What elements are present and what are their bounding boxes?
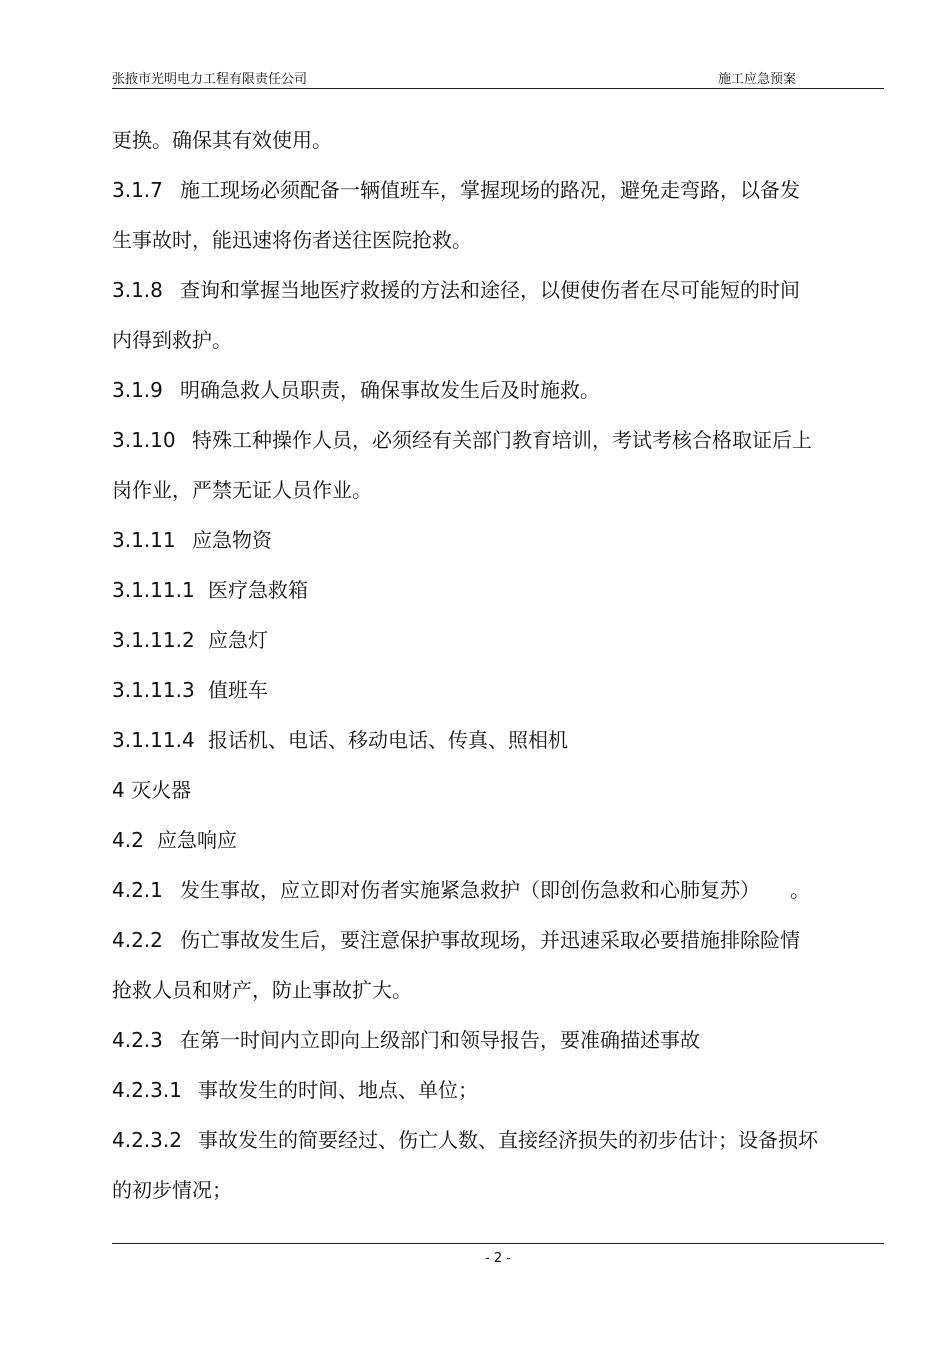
clause-number: 4.2.2 bbox=[112, 928, 163, 952]
clause-text: 发生事故，应立即对伤者实施紧急救护（即创伤急救和心肺复苏） 。 bbox=[180, 878, 810, 902]
clause-4-2-3-2 bbox=[112, 1128, 818, 1152]
clause-text: 应急物资 bbox=[192, 528, 272, 552]
clause-3-1-11-2 bbox=[112, 628, 268, 652]
clause-text: 特殊工种操作人员，必须经有关部门教育培训，考试考核合格取证后上 bbox=[192, 428, 812, 452]
line-text: 生事故时，能迅速将伤者送往医院抢救。 bbox=[112, 228, 472, 252]
clause-4-2-2 bbox=[112, 928, 800, 952]
clause-text: 事故发生的简要经过、伤亡人数、直接经济损失的初步估计；设备损坏 bbox=[198, 1128, 818, 1152]
line-text: 岗作业，严禁无证人员作业。 bbox=[112, 478, 372, 502]
line-text: 4 灭火器 bbox=[112, 778, 192, 802]
clause-3-1-8 bbox=[112, 278, 800, 302]
clause-text: 应急灯 bbox=[208, 628, 268, 652]
clause-number: 4.2.3 bbox=[112, 1028, 163, 1052]
header-document-title: 施工应急预案 bbox=[718, 72, 797, 87]
clause-number: 3.1.10 bbox=[112, 428, 176, 452]
clause-number: 4.2 bbox=[112, 828, 144, 852]
page-number: - 2 - bbox=[485, 1251, 511, 1266]
clause-3-1-11-4 bbox=[112, 728, 568, 752]
clause-number: 3.1.11 bbox=[112, 528, 176, 552]
clause-number: 3.1.9 bbox=[112, 378, 163, 402]
clause-number: 4.2.1 bbox=[112, 878, 163, 902]
page-header bbox=[112, 66, 884, 89]
clause-number: 3.1.11.3 bbox=[112, 678, 195, 702]
body-line bbox=[112, 978, 412, 1002]
body-line bbox=[112, 328, 232, 352]
clause-number: 3.1.11.4 bbox=[112, 728, 195, 752]
item-fire-extinguisher bbox=[112, 778, 191, 802]
body-line bbox=[112, 128, 332, 152]
clause-number: 4.2.3.2 bbox=[112, 1128, 182, 1152]
clause-text: 医疗急救箱 bbox=[208, 578, 308, 602]
clause-text: 明确急救人员职责，确保事故发生后及时施救。 bbox=[180, 378, 600, 402]
body-line bbox=[112, 1178, 232, 1202]
clause-4-2-3 bbox=[112, 1028, 700, 1052]
clause-3-1-11-1 bbox=[112, 578, 308, 602]
line-text: 的初步情况； bbox=[112, 1178, 232, 1202]
clause-3-1-11 bbox=[112, 528, 272, 552]
clause-text: 查询和掌握当地医疗救援的方法和途径，以便使伤者在尽可能短的时间 bbox=[180, 278, 800, 302]
clause-3-1-7 bbox=[112, 178, 800, 202]
clause-4-2-1 bbox=[112, 878, 810, 902]
line-text: 内得到救护。 bbox=[112, 328, 232, 352]
header-company-name: 张掖市光明电力工程有限责任公司 bbox=[112, 72, 308, 87]
clause-number: 3.1.8 bbox=[112, 278, 163, 302]
clause-4-2 bbox=[112, 828, 237, 852]
clause-text: 施工现场必须配备一辆值班车，掌握现场的路况，避免走弯路，以备发 bbox=[180, 178, 800, 202]
clause-3-1-10 bbox=[112, 428, 812, 452]
clause-text: 事故发生的时间、地点、单位； bbox=[198, 1078, 478, 1102]
footer-divider bbox=[112, 1243, 884, 1244]
line-text: 更换。确保其有效使用。 bbox=[112, 128, 332, 152]
clause-text: 伤亡事故发生后，要注意保护事故现场，并迅速采取必要措施排除险情 bbox=[180, 928, 800, 952]
clause-number: 3.1.11.2 bbox=[112, 628, 195, 652]
clause-text: 应急响应 bbox=[157, 828, 237, 852]
clause-number: 3.1.7 bbox=[112, 178, 163, 202]
body-line bbox=[112, 478, 372, 502]
clause-text: 报话机、电话、移动电话、传真、照相机 bbox=[208, 728, 568, 752]
clause-3-1-11-3 bbox=[112, 678, 268, 702]
clause-number: 4.2.3.1 bbox=[112, 1078, 182, 1102]
clause-number: 3.1.11.1 bbox=[112, 578, 195, 602]
body-line bbox=[112, 228, 472, 252]
clause-3-1-9 bbox=[112, 378, 600, 402]
line-text: 抢救人员和财产，防止事故扩大。 bbox=[112, 978, 412, 1002]
clause-4-2-3-1 bbox=[112, 1078, 478, 1102]
clause-text: 在第一时间内立即向上级部门和领导报告，要准确描述事故 bbox=[180, 1028, 700, 1052]
clause-text: 值班车 bbox=[208, 678, 268, 702]
